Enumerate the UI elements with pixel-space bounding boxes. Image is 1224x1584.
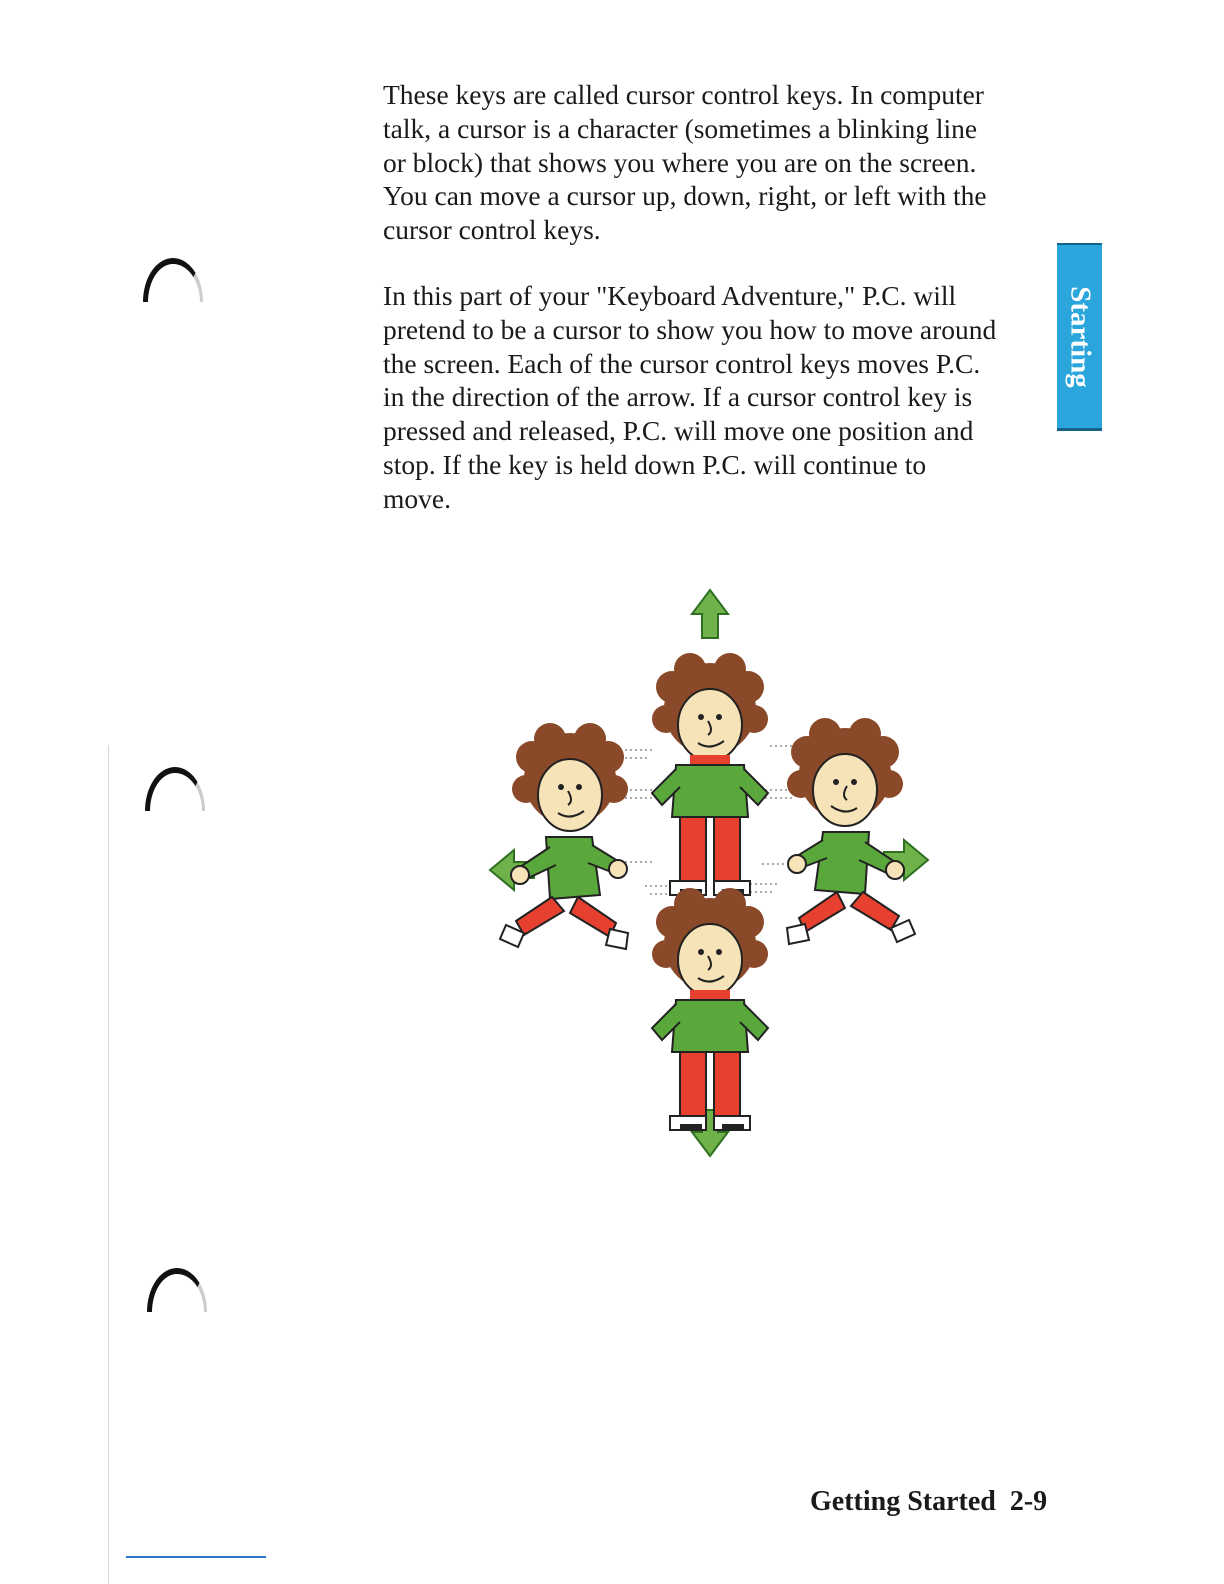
footer-section-title: Getting Started: [810, 1486, 996, 1517]
footer-page-number: 2-9: [1009, 1486, 1048, 1517]
arrow-up-icon: [692, 590, 728, 638]
paragraph-keyboard-adventure: In this part of your "Keyboard Adventure," P.C. will pretend to be a cursor to show you how to move around the screen. Each of the cursor control keys moves P.C. in the direction of the arrow. If a cursor control key is pressed and released, P.C. will move one position and stop. If the key is held down P.C. will continue to move.: [383, 280, 997, 514]
binder-hole-bottom: [147, 1268, 207, 1312]
section-tab-label: Starting: [1064, 285, 1096, 388]
pc-character-up: [652, 653, 768, 895]
pc-character-right: [787, 718, 915, 944]
paragraph-cursor-keys: These keys are called cursor control keys. In computer talk, a cursor is a character (sometimes a blinking line or block) that shows you where you are on the screen. You can move a cursor up, down, right, or left with the cursor control keys.: [383, 79, 987, 246]
section-tab[interactable]: [1057, 243, 1102, 431]
binder-margin-line: [108, 745, 109, 1584]
binder-hole-top: [143, 258, 203, 302]
pc-character-left: [500, 723, 628, 949]
footer-rule: [126, 1556, 266, 1558]
pc-cursor-illustration: [470, 580, 950, 1170]
pc-character-down: [652, 888, 768, 1130]
page-footer: [810, 1486, 1047, 1518]
binder-hole-middle: [145, 767, 205, 811]
